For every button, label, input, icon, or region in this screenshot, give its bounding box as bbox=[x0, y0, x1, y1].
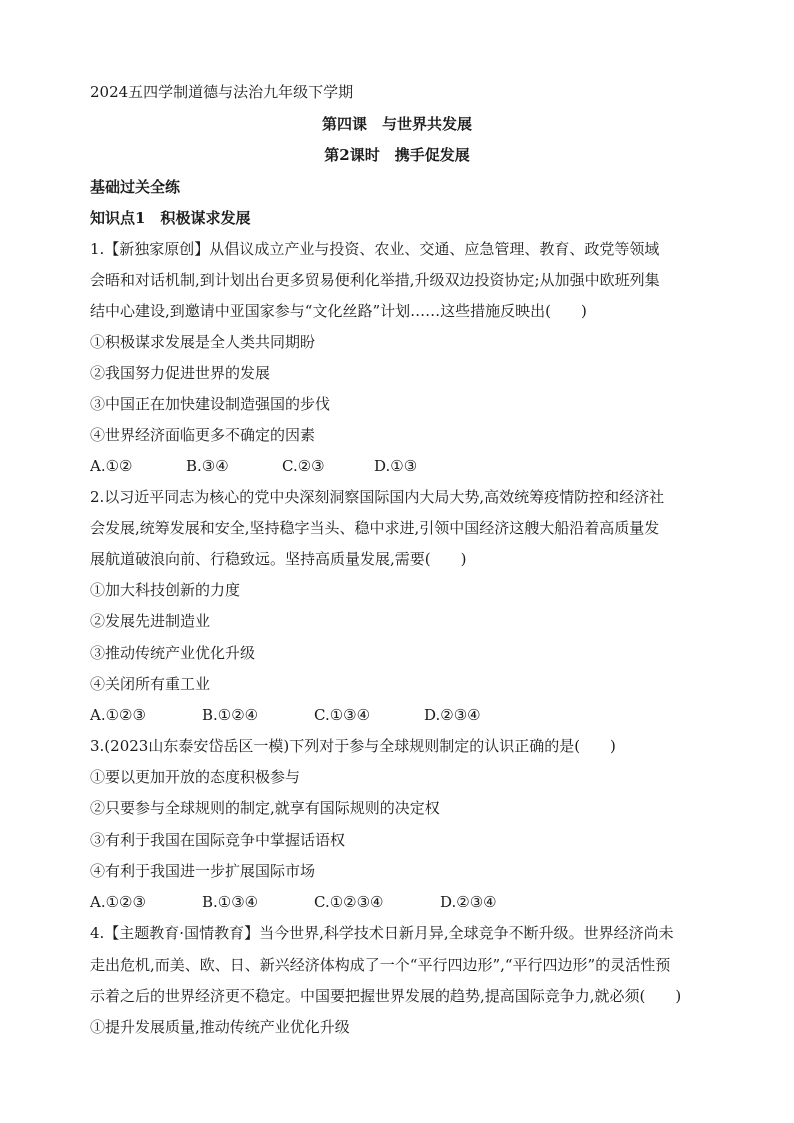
option-a: A.①②③ bbox=[90, 893, 146, 911]
option-b: B.③④ bbox=[186, 457, 229, 475]
question-stem-line: 结中心建设,到邀请中亚国家参与“文化丝路”计划……这些措施反映出( ) bbox=[90, 302, 587, 320]
question-stem-line: 2.以习近平同志为核心的党中央深刻洞察国际国内大局大势,高效统筹疫情防控和经济社 bbox=[90, 488, 665, 506]
option-d: D.②③④ bbox=[424, 706, 481, 724]
question-stem-line: 3.(2023山东泰安岱岳区一模)下列对于参与全球规则制定的认识正确的是( ) bbox=[90, 737, 616, 755]
knowledge-point-heading: 知识点1 积极谋求发展 bbox=[90, 209, 251, 227]
statement: ④关闭所有重工业 bbox=[90, 675, 211, 693]
question-stem-line: 走出危机,而美、欧、日、新兴经济体构成了一个“平行四边形”,“平行四边形”的灵活性预 bbox=[90, 956, 671, 974]
statement: ①积极谋求发展是全人类共同期盼 bbox=[90, 333, 316, 351]
series-title: 2024五四学制道德与法治九年级下学期 bbox=[90, 83, 354, 101]
option-d: D.②③④ bbox=[440, 893, 497, 911]
option-b: B.①②④ bbox=[202, 706, 259, 724]
statement: ④世界经济面临更多不确定的因素 bbox=[90, 426, 316, 444]
statement: ①要以更加开放的态度积极参与 bbox=[90, 768, 301, 786]
question-stem-line: 会晤和对话机制,到计划出台更多贸易便利化举措,升级双边投资协定;从加强中欧班列集 bbox=[90, 271, 660, 289]
question-stem-line: 4.【主题教育·国情教育】当今世界,科学技术日新月异,全球竞争不断升级。世界经济尚未 bbox=[90, 924, 674, 942]
question-stem-line: 1.【新独家原创】从倡议成立产业与投资、农业、交通、应急管理、教育、政党等领域 bbox=[90, 240, 660, 258]
statement: ②只要参与全球规则的制定,就享有国际规则的决定权 bbox=[90, 799, 440, 817]
statement: ②发展先进制造业 bbox=[90, 612, 211, 630]
statement: ①加大科技创新的力度 bbox=[90, 581, 241, 599]
question-stem-line: 会发展,统筹发展和安全,坚持稳字当头、稳中求进,引领中国经济这艘大船沿着高质量发 bbox=[90, 519, 660, 537]
option-b: B.①③④ bbox=[202, 893, 259, 911]
statement: ①提升发展质量,推动传统产业优化升级 bbox=[90, 1018, 350, 1036]
statement: ③有利于我国在国际竞争中掌握话语权 bbox=[90, 831, 346, 849]
answer-options bbox=[90, 705, 481, 725]
statement: ③中国正在加快建设制造强国的步伐 bbox=[90, 395, 331, 413]
answer-options bbox=[90, 892, 497, 912]
question-stem-line: 展航道破浪向前、行稳致远。坚持高质量发展,需要( ) bbox=[90, 550, 467, 568]
option-a: A.①② bbox=[90, 457, 133, 475]
answer-options bbox=[90, 456, 417, 476]
option-c: C.②③ bbox=[282, 457, 325, 475]
section-heading: 基础过关全练 bbox=[90, 178, 181, 196]
statement: ④有利于我国进一步扩展国际市场 bbox=[90, 862, 316, 880]
statement: ②我国努力促进世界的发展 bbox=[90, 364, 271, 382]
question-stem-line: 示着之后的世界经济更不稳定。中国要把握世界发展的趋势,提高国际竞争力,就必须( ) bbox=[90, 987, 682, 1005]
period-title: 第2课时 携手促发展 bbox=[324, 146, 470, 164]
option-a: A.①②③ bbox=[90, 706, 146, 724]
option-c: C.①③④ bbox=[314, 706, 371, 724]
option-c: C.①②③④ bbox=[314, 893, 384, 911]
lesson-title: 第四课 与世界共发展 bbox=[321, 115, 472, 133]
statement: ③推动传统产业优化升级 bbox=[90, 644, 256, 662]
option-d: D.①③ bbox=[374, 457, 418, 475]
